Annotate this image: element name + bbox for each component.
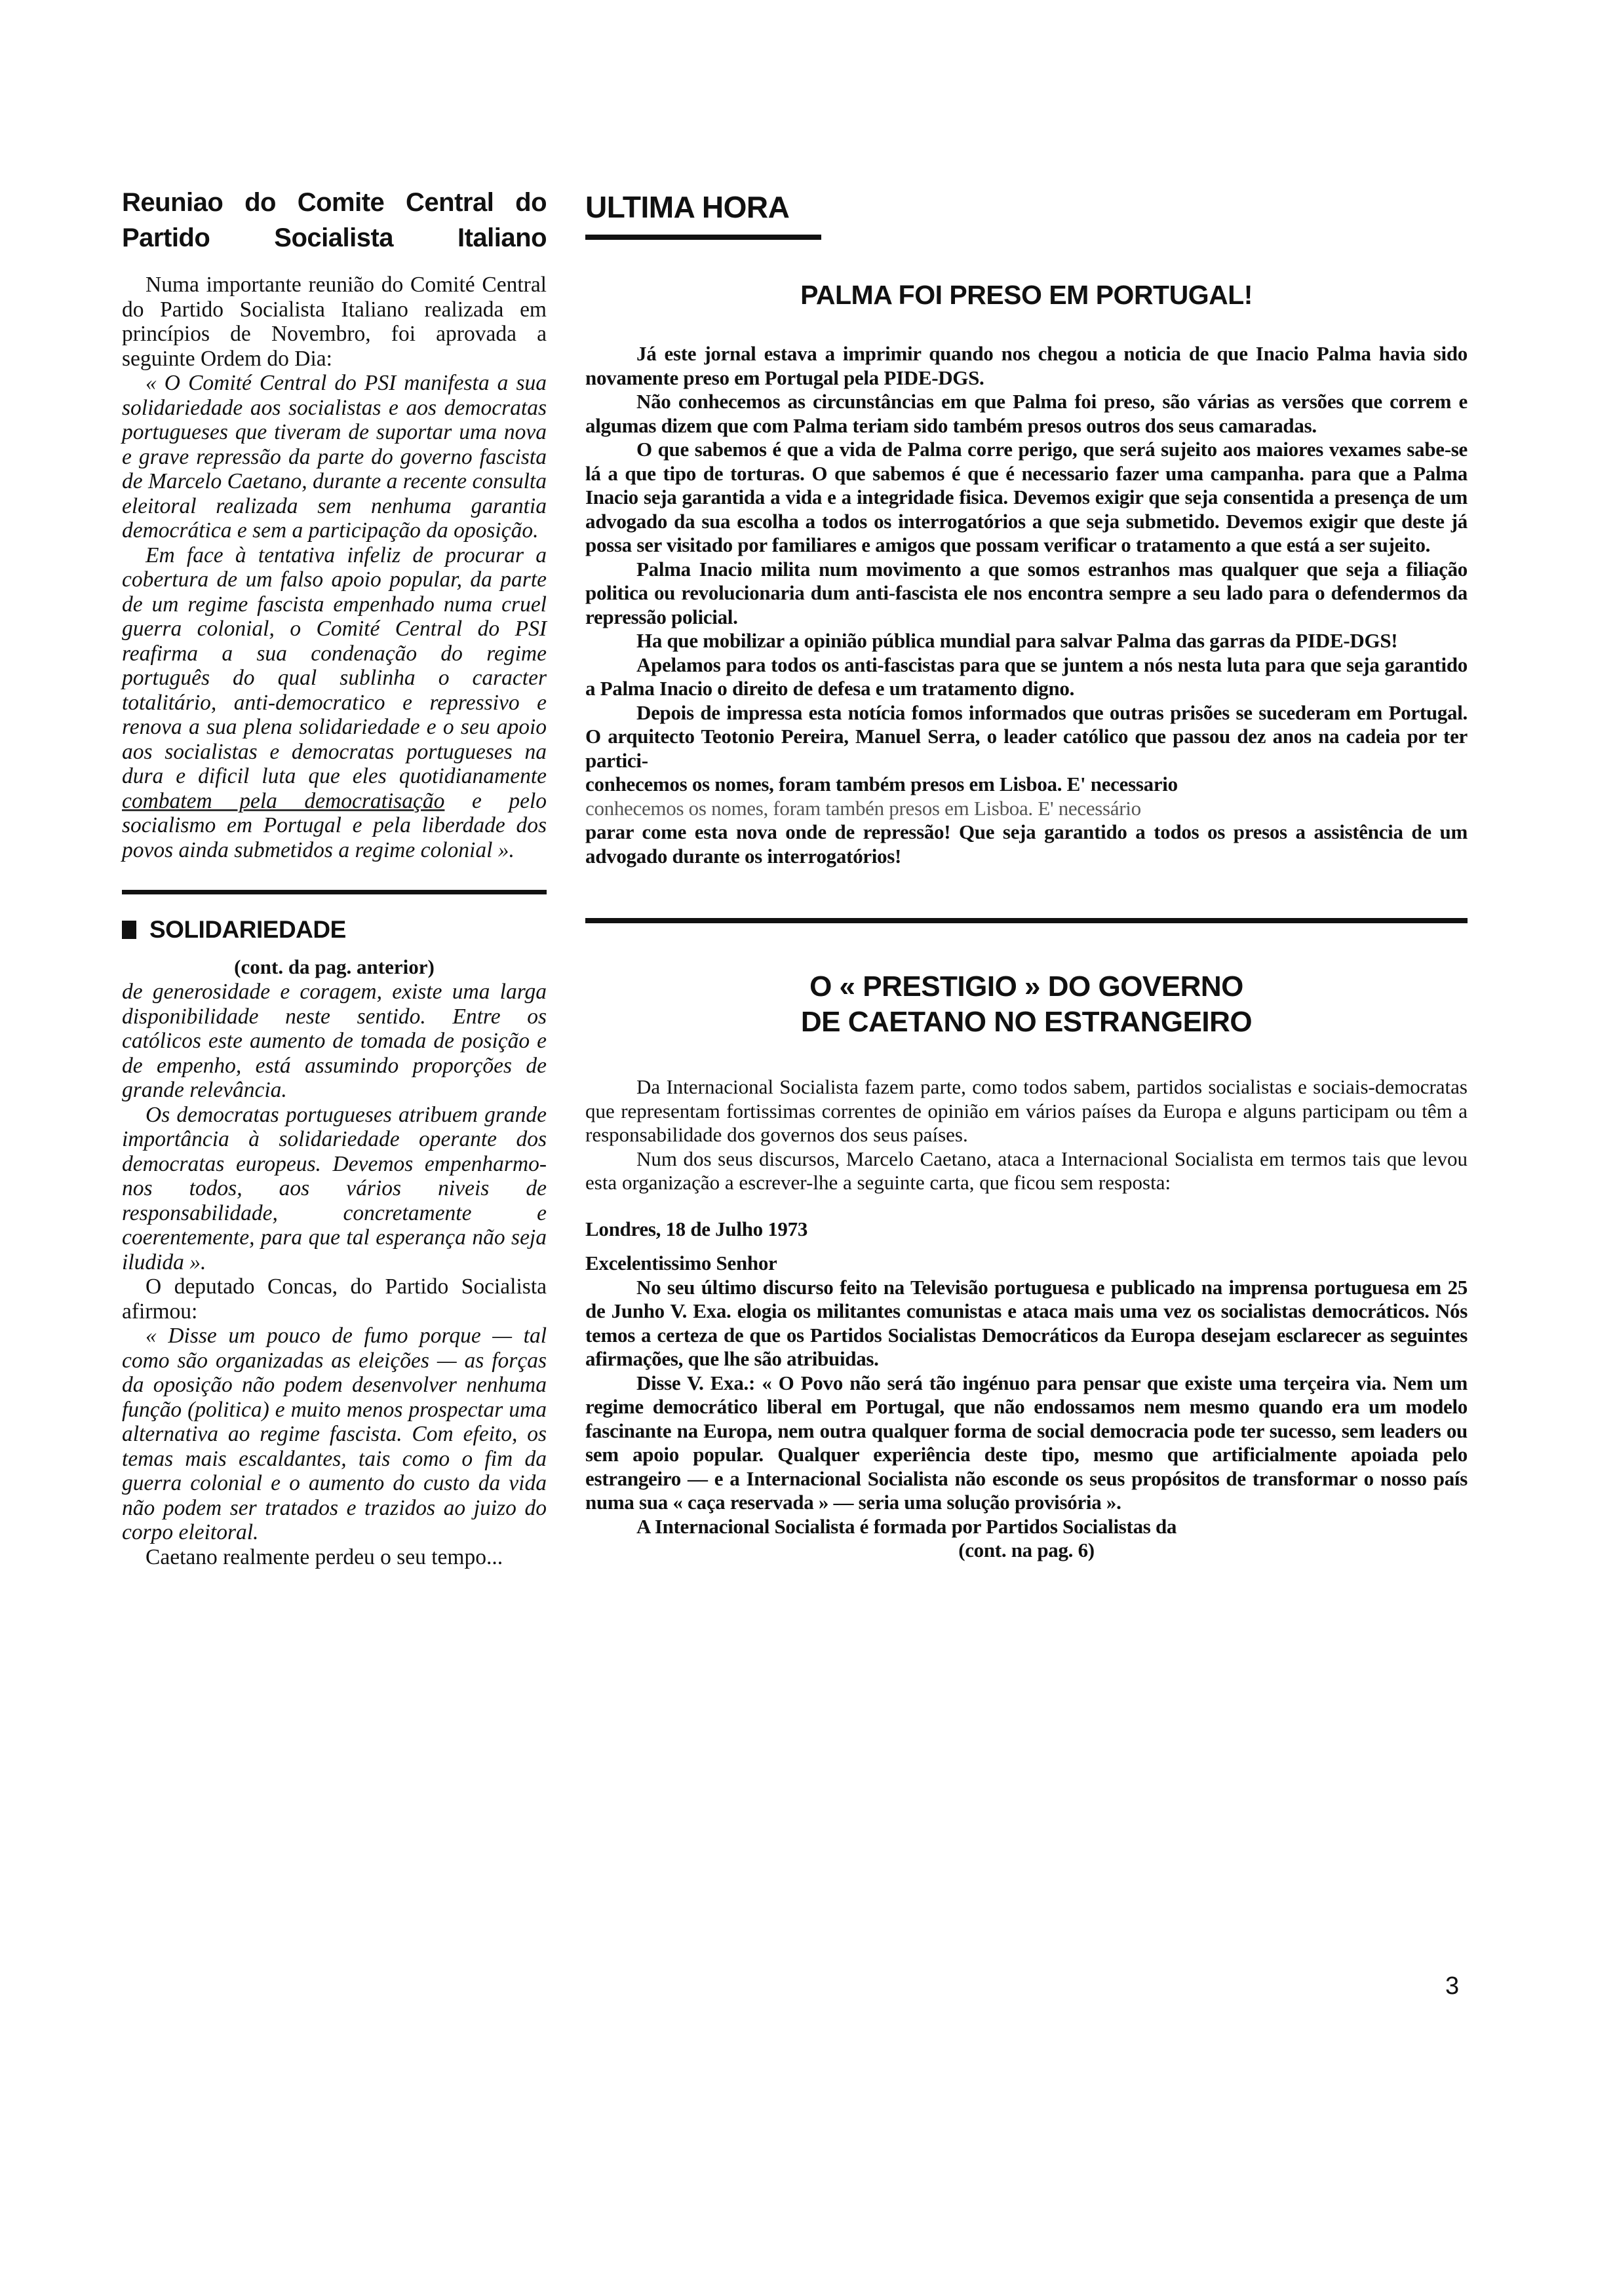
paragraph: O deputado Concas, do Partido Socialista afirmou: [122,1274,547,1324]
article-ultima-hora [585,189,1468,868]
paragraph: Disse V. Exa.: « O Povo não será tão ingénuo para pensar que existe uma terçeira via. Nem um regime democrático liberal em Portugal, que não endossamos nem mesmo quando era um modelo fascinante na Europa, nem outra qualquer forma de social democracia pode ter sucesso, sem leaders ou sem apoio popular. Qualquer experiência deste tipo, mesmo que artificialmente apoiada pelo estrangeiro — e a Internacional Socialista não esconde os seus propósitos de transformar o nosso país numa sua « caça reservada » — seria uma solução provisória ». [585,1371,1468,1514]
square-bullet-icon [122,921,136,939]
quoted-text: Em face à tentativa infeliz de procurar a cobertura de um falso apoio popular, da parte de um regime fascista empenhado numa cruel guerra colonial, o Comité Central do PSI reafirma a sua condenação do regime português do qual sublinha o caracter totalitário, anti-democratico e repressivo e renova a sua plena solidariedade e o seu apoio aos socialistas e democratas portugueses na dura e dificil luta que eles quotidianamente [122,543,547,788]
section-divider [585,918,1468,923]
paragraph: Numa importante reunião do Comité Central do Partido Socialista Italiano realizada em princípios de Novembro, foi aprovada a seguinte Ordem do Dia: [122,273,547,371]
quoted-paragraph: de generosidade e coragem, existe uma larga disponibilidade neste sentido. Entre os católicos este aumento de tomada de posição e de empenho, está assumindo proporções de grande relevância. [122,980,547,1102]
page-number: 3 [1445,1972,1460,2000]
headline-line: DE CAETANO NO ESTRANGEIRO [800,1006,1253,1038]
paragraph: A Internacional Socialista é formada por Partidos Socialistas da [636,1514,1177,1538]
paragraph: Palma Inacio milita num movimento a que somos estranhos mas qualquer que seja a filiação politica ou revolucionaria dum anti-fascista ele nos encontra sempre a seu lado para o defendermos da repressão policial. [585,557,1468,628]
article-solidariedade [122,917,547,1569]
quoted-text: e pelo socialismo em Portugal e pela liberdade dos povos ainda submetidos a regime colonial ». [122,788,547,862]
article-body [122,980,547,1569]
paragraph: Não conhecemos as circunstâncias em que Palma foi preso, são várias as versões que correm e algumas dizem que com Palma teriam sido também presos outros dos seus camaradas. [585,390,1468,437]
article-reuniao [122,185,547,862]
continued-from-note: (cont. da pag. anterior) [234,955,435,978]
article-body [122,273,547,862]
article-headline [585,969,1468,1040]
section-heading-text: SOLIDARIEDADE [149,916,346,943]
paragraph: Ha que mobilizar a opinião pública mundial para salvar Palma das garras da PIDE-DGS! [636,629,1398,652]
article-intro [585,1075,1468,1195]
paragraph: Num dos seus discursos, Marcelo Caetano, ataca a Internacional Socialista em termos tais que levou esta organização a escrever-lhe a seguinte carta, que ficou sem resposta: [585,1147,1468,1194]
letter-date: Londres, 18 de Julho 1973 [585,1217,808,1240]
paragraph: No seu último discurso feito na Televisão portuguesa e publicado na imprensa portuguesa em 25 de Junho V. Exa. elogia os militantes comunistas e ataca mais uma vez os socialistas democráticos. Nós temos a certeza de que os Partidos Socialistas Democráticos da Europa desejam esclarecer as seguintes afirmações, que lhe são atribuidas. [585,1275,1468,1370]
quoted-paragraph [122,543,547,863]
headline-line: O « PRESTIGIO » DO GOVERNO [809,970,1243,1003]
paragraph: Da Internacional Socialista fazem parte, como todos sabem, partidos socialistas e sociais-democratas que representam fortissimas correntes de opinião em vários países da Europa e alguns participam ou têm a responsabilidade dos governos dos seus países. [585,1075,1468,1146]
quoted-paragraph: « O Comité Central do PSI manifesta a sua solidariedade aos socialistas e aos democratas portugueses que tiveram de suportar uma nova e grave repressão da parte do governo fascista de Marcelo Caetano, durante a recente consulta eleitoral realizada sem nenhuma garantia democrática e sem a participação da oposição. [122,371,547,543]
paragraph: Depois de impressa esta notícia fomos informados que outras prisões se sucederam em Portugal. O arquitecto Teotonio Pereira, Manuel Serra, o leader católico que passou dez anos na cadeia por ter partici- [585,700,1468,772]
section-heading [122,917,547,943]
article-headline: PALMA FOI PRESO EM PORTUGAL! [800,280,1253,310]
paragraph: Caetano realmente perdeu o seu tempo... [146,1544,503,1569]
paragraph: O que sabemos é que a vida de Palma corre perigo, que será sujeito aos maiores vexames sabe-se lá a que tipo de torturas. O que sabemos é que é necessario fazer uma campanha. para que a Palma Inacio seja garantida a vida e a integridade fisica. Devemos exigir que seja consentida a presença de um advogado da sua escolha a todos os interrogatórios a que seja submetido. Devemos exigir que deste já possa ser visitado por familiares e amigos que possam verificar o tratamento a que está a ser sujeito. [585,438,1468,556]
quoted-paragraph: « Disse um pouco de fumo porque — tal como são organizadas as eleições — as forças da oposição não podem desenvolver nenhuma função (politica) e muito menos prospectar uma alternativa ao regime fascista. Com efeito, os temas mais escaldantes, tais como o fim da guerra colonial e o aumento do custo da vida não podem ser tratados e trazidos ao juizo do corpo eleitoral. [122,1324,547,1544]
overprint-line: conhecemos os nomes, foram também presos em Lisboa. E' necessario [585,773,1178,795]
article-title: Reuniao do Comite Central do Partido Socialista Italiano [122,188,547,252]
left-column [122,185,547,1569]
continued-to-note: (cont. na pag. 6) [958,1539,1095,1561]
paragraph: Apelamos para todos os anti-fascistas para que se juntem a nós nesta luta para que seja garantido a Palma Inacio o direito de defesa e um tratamento digno. [585,653,1468,700]
right-column [585,185,1468,1563]
article-body [585,342,1468,868]
section-label: ULTIMA HORA [585,190,790,224]
overprint-line-duplicate: conhecemos os nomes, foram tambén presos em Lisboa. E' necessário [585,796,1141,820]
smudged-text: combatem pela democratisação [122,788,445,813]
letter [585,1217,1468,1563]
article-prestigio [585,969,1468,1563]
section-divider [122,890,547,894]
paragraph: Já este jornal estava a imprimir quando nos chegou a noticia de que Inacio Palma havia sido novamente preso em Portugal pela PIDE-DGS. [585,342,1468,389]
letter-salutation: Excelentissimo Senhor [585,1252,777,1274]
section-label-underline [585,235,821,240]
quoted-paragraph: Os democratas portugueses atribuem grande importância à solidariedade operante dos democratas europeus. Devemos empenharmo-nos todos, aos vários niveis de responsabilidade, concretamente e coerentemente, para que tal esperança não seja iludida ». [122,1102,547,1274]
paragraph: parar come esta nova onde de repressão! Que seja garantido a todos os presos a assistência de um advogado durante os interrogatórios! [585,820,1468,868]
